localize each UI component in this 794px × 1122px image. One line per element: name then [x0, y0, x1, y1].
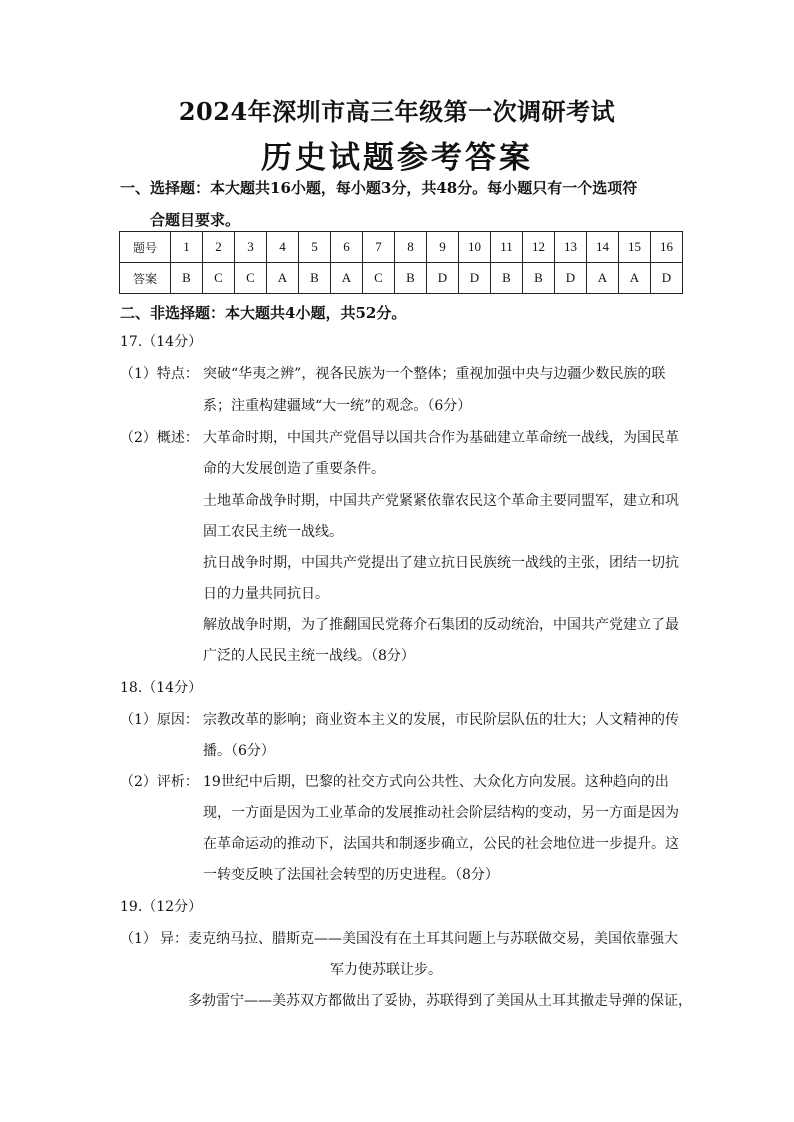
q17-part2-text: 大革命时期，中国共产党倡导以国共合作为基础建立革命统一战线，为国民革 — [203, 430, 679, 446]
answer-row — [120, 263, 683, 294]
question-number: 2 — [203, 232, 235, 263]
q19-part1-label: （1） — [120, 931, 157, 947]
question-number: 6 — [331, 232, 363, 263]
q17-part2-text: 抗日战争时期，中国共产党提出了建立抗日民族统一战线的主张，团结一切抗 — [203, 555, 679, 571]
q18-part2-text: 在革命运动的推动下，法国共和制逐步确立，公民的社会地位进一步提升。这 — [203, 836, 679, 852]
question-number: 1 — [171, 232, 203, 263]
q18-part1-text: 播。（6分） — [203, 743, 275, 759]
q18-part2-text: 现，一方面是因为工业革命的发展推动社会阶层结构的变动，另一方面是因为 — [203, 805, 679, 821]
question-number: 16 — [651, 232, 683, 263]
document-subtitle: 历史试题参考答案 — [261, 140, 533, 176]
q18-part2-text: 一转变反映了法国社会转型的历史进程。（8分） — [203, 867, 499, 883]
q17-part1-text: 突破“华夷之辨”，视各民族为一个整体；重视加强中央与边疆少数民族的联 — [203, 366, 666, 382]
question-number: 8 — [395, 232, 427, 263]
section2-heading: 二、非选择题：本大题共4小题，共52分。 — [120, 304, 407, 322]
q17-part2-text: 固工农民主统一战线。 — [203, 524, 343, 540]
q17-part2-label: （2）概述： — [120, 430, 199, 446]
q17-part2-text: 日的力量共同抗日。 — [203, 586, 329, 602]
answer-cell: A — [619, 263, 651, 294]
q17-part2-text: 土地革命战争时期，中国共产党紧紧依靠农民这个革命主要同盟军，建立和巩 — [203, 493, 679, 509]
answer-cell: B — [523, 263, 555, 294]
section1-heading — [120, 172, 680, 236]
answer-cell: C — [203, 263, 235, 294]
question-number: 7 — [363, 232, 395, 263]
question-number: 4 — [267, 232, 299, 263]
q18-part2-label: （2）评析： — [120, 774, 199, 790]
question-number: 11 — [491, 232, 523, 263]
answer-cell: B — [395, 263, 427, 294]
q18-part2-text: 19世纪中后期，巴黎的社交方式向公共性、大众化方向发展。这种趋向的出 — [203, 774, 669, 790]
answer-cell: B — [299, 263, 331, 294]
answer-table — [119, 231, 683, 294]
q17-part2-text: 解放战争时期，为了推翻国民党蒋介石集团的反动统治，中国共产党建立了最 — [203, 617, 679, 633]
answer-cell: C — [363, 263, 395, 294]
q18-header: 18.（14分） — [120, 680, 203, 696]
q19-part1-text: 军力使苏联让步。 — [330, 962, 442, 978]
section1-heading-line1: 一、选择题：本大题共16小题，每小题3分，共48分。每小题只有一个选项符 — [120, 179, 638, 197]
answer-cell: D — [459, 263, 491, 294]
question-number: 14 — [587, 232, 619, 263]
q17-header: 17.（14分） — [120, 334, 203, 350]
question-number: 15 — [619, 232, 651, 263]
question-number: 3 — [235, 232, 267, 263]
q18-part1-label: （1）原因： — [120, 712, 199, 728]
answer-cell: D — [427, 263, 459, 294]
answer-cell: B — [171, 263, 203, 294]
q18-part1-text: 宗教改革的影响；商业资本主义的发展，市民阶层队伍的壮大；人文精神的传 — [203, 712, 679, 728]
section1-heading-line2: 合题目要求。 — [150, 211, 241, 229]
answer-cell: D — [651, 263, 683, 294]
q17-part2-text: 广泛的人民民主统一战线。（8分） — [203, 648, 415, 664]
answer-cell: A — [331, 263, 363, 294]
q19-header: 19.（12分） — [120, 899, 203, 915]
question-number-row — [120, 232, 683, 263]
row-label-answer: 答案 — [120, 263, 171, 294]
exam-title: 2024年深圳市高三年级第一次调研考试 — [178, 97, 616, 126]
question-number: 12 — [523, 232, 555, 263]
q17-part2-text: 命的大发展创造了重要条件。 — [203, 461, 385, 477]
question-number: 10 — [459, 232, 491, 263]
answer-cell: A — [587, 263, 619, 294]
q17-part1-label: （1）特点： — [120, 366, 199, 382]
q19-part1-text: 异：麦克纳马拉、腊斯克——美国没有在土耳其问题上与苏联做交易，美国依靠强大 — [160, 931, 678, 947]
question-number: 5 — [299, 232, 331, 263]
question-number: 9 — [427, 232, 459, 263]
answer-cell: C — [235, 263, 267, 294]
answer-cell: A — [267, 263, 299, 294]
answer-cell: B — [491, 263, 523, 294]
q19-part1-text: 多勃雷宁——美苏双方都做出了妥协，苏联得到了美国从土耳其撤走导弹的保证， — [188, 993, 692, 1009]
question-number: 13 — [555, 232, 587, 263]
q17-part1-text: 系；注重构建疆域“大一统”的观念。（6分） — [203, 398, 472, 414]
row-label-question: 题号 — [120, 232, 171, 263]
answer-cell: D — [555, 263, 587, 294]
